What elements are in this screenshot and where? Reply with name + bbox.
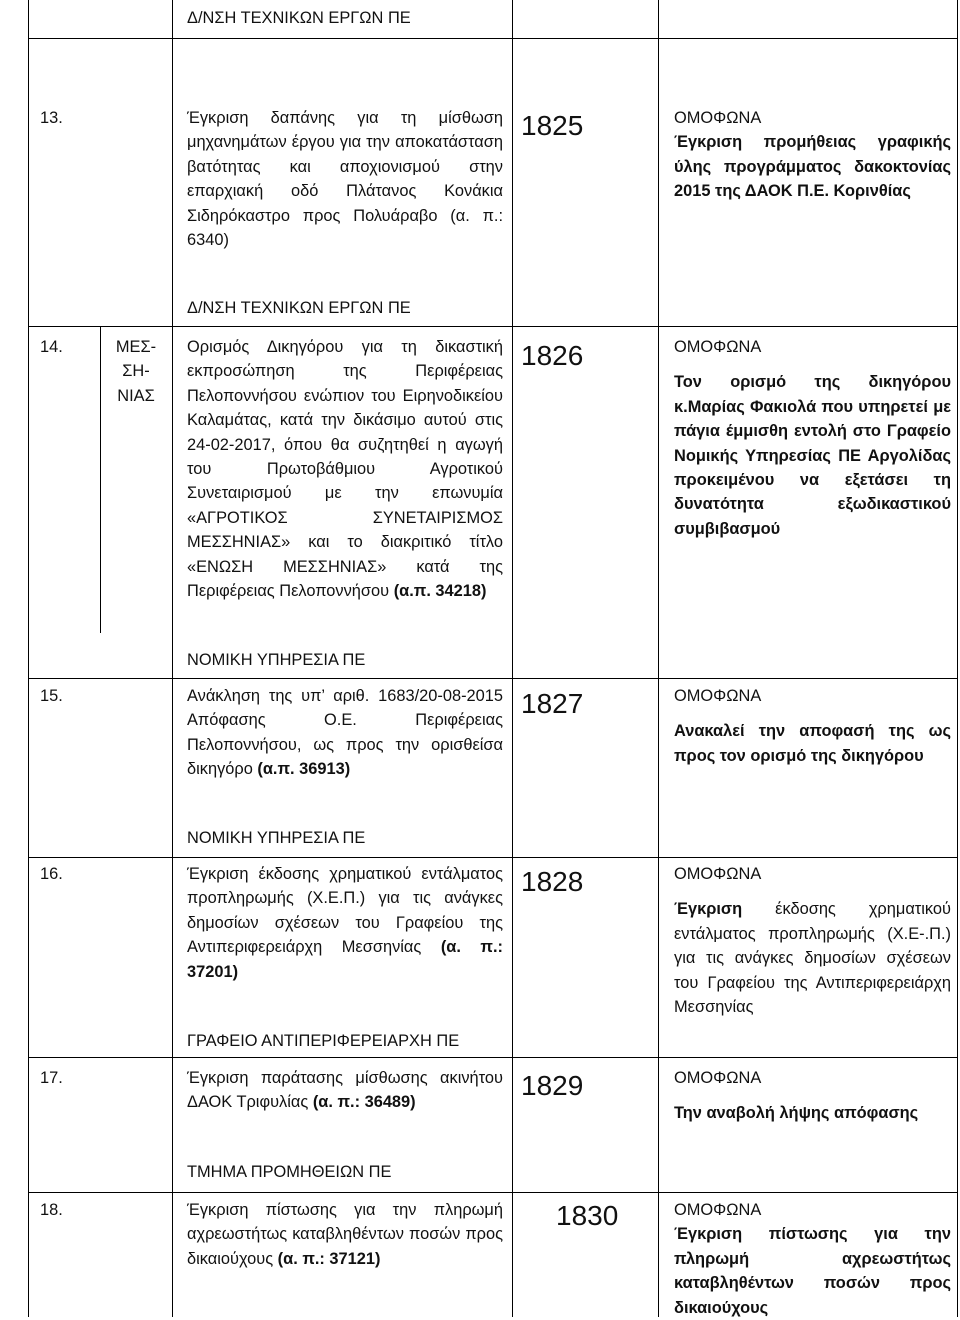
item-number: 17. bbox=[40, 1069, 63, 1087]
item-description-text: Ανάκληση της υπ’ αριθ. 1683/20-08-2015 Απόφασης Ο.Ε. Περιφέρειας Πελοποννήσου, ως προς την ορισθείσα δικηγόρο bbox=[187, 687, 503, 779]
item-result bbox=[674, 1198, 951, 1320]
item-outcome: Ανακαλεί την αποφασή της ως προς τον ορισμό της δικηγόρου bbox=[674, 722, 951, 765]
decision-number: 1830 bbox=[556, 1200, 619, 1231]
item-subregion: ΜΕΣ-ΣΗ-ΝΙΑΣ bbox=[115, 338, 157, 405]
item-number: 14. bbox=[40, 338, 63, 356]
item-result bbox=[674, 106, 951, 204]
item-result bbox=[674, 335, 951, 541]
decision-number: 1828 bbox=[521, 866, 584, 897]
item-reference: (α. π.: 37121) bbox=[277, 1249, 381, 1268]
vote-label: ΟΜΟΦΩΝΑ bbox=[674, 109, 762, 127]
item-reference: (α.π. 36913) bbox=[257, 760, 351, 779]
item-description-text: Έγκριση παράτασης μίσθωσης ακινήτου ΔΑΟΚ Τριφυλίας bbox=[187, 1069, 503, 1112]
item-outcome: Έγκριση πίστωσης για την πληρωμή αχρεωστήτως καταβληθέντων ποσών προς δικαιούχους bbox=[674, 1225, 951, 1317]
item-description bbox=[187, 1198, 503, 1271]
column-divider-result bbox=[658, 0, 659, 1317]
item-number: 13. bbox=[40, 109, 63, 127]
column-divider-decision bbox=[512, 0, 513, 1317]
item-outcome bbox=[674, 897, 951, 1019]
item-description bbox=[187, 335, 503, 603]
item-description bbox=[187, 684, 503, 782]
item-description-text: Ορισμός Δικηγόρου για τη δικαστική εκπροσώπηση της Περιφέρειας Πελοποννήσου ενώπιον του Ειρηνοδικείου Καλαμάτας, κατά την δικάσιμο αυτού στις 24-02-2017, όπου θα συζητηθεί η αγωγή του Πρωτοβάθμιου Αγροτικού Συνεταιρισμού με την επωνυμία «ΑΓΡΟΤΙΚΟΣ ΣΥΝΕΤΑΙΡΙΣΜΟΣ ΜΕΣΣΗΝΙΑΣ» και το διακριτικό τίτλο «ΕΝΩΣΗ ΜΕΣΣΗΝΙΑΣ» κατά της Περιφέρειας Πελοποννήσου bbox=[187, 338, 503, 601]
vote-label: ΟΜΟΦΩΝΑ bbox=[674, 865, 762, 883]
vote-label: ΟΜΟΦΩΝΑ bbox=[674, 1069, 762, 1087]
vote-label: ΟΜΟΦΩΝΑ bbox=[674, 687, 762, 705]
item-description bbox=[187, 862, 503, 984]
department-heading: ΝΟΜΙΚΗ ΥΠΗΡΕΣΙΑ ΠΕ bbox=[187, 651, 366, 669]
item-reference: (α. π.: 36489) bbox=[312, 1093, 416, 1112]
row-divider bbox=[28, 678, 958, 679]
row-divider bbox=[28, 857, 958, 858]
decision-number: 1827 bbox=[521, 688, 584, 719]
item-number: 15. bbox=[40, 687, 63, 705]
table-border-right bbox=[957, 0, 958, 1317]
table-border-left bbox=[28, 0, 29, 1317]
row-divider bbox=[28, 38, 958, 39]
department-heading: ΝΟΜΙΚΗ ΥΠΗΡΕΣΙΑ ΠΕ bbox=[187, 829, 366, 847]
item-outcome: Έγκριση προμήθειας γραφικής ύλης προγράμματος δακοκτονίας 2015 της ΔΑΟΚ Π.Ε. Κορινθίας bbox=[674, 133, 951, 201]
vote-label: ΟΜΟΦΩΝΑ bbox=[674, 338, 762, 356]
item-description: Έγκριση δαπάνης για τη μίσθωση μηχανημάτων έργου για την αποκατάσταση βατότητας και αποχιονισμού στην επαρχιακή οδό Πλάτανος Κονάκια Σιδηρόκαστρο προς Πολυάραβο (α. π.: 6340) bbox=[187, 109, 503, 250]
department-heading: ΓΡΑΦΕΙΟ ΑΝΤΙΠΕΡΙΦΕΡΕΙΑΡΧΗ ΠΕ bbox=[187, 1032, 460, 1050]
column-divider-description bbox=[172, 0, 173, 1317]
item-result bbox=[674, 862, 951, 1019]
item-reference: (α.π. 34218) bbox=[393, 582, 487, 601]
item-outcome-lead: Έγκριση bbox=[674, 900, 743, 919]
decision-number: 1826 bbox=[521, 340, 584, 371]
item-number: 18. bbox=[40, 1201, 63, 1219]
vote-label: ΟΜΟΦΩΝΑ bbox=[674, 1201, 762, 1219]
column-divider-sub bbox=[100, 326, 101, 633]
item-description-text: Έγκριση πίστωσης για την πληρωμή αχρεωστήτως καταβληθέντων ποσών προς δικαιούχους bbox=[187, 1201, 503, 1268]
item-description-text: Έγκριση έκδοσης χρηματικού εντάλματος προπληρωμής (Χ.Ε.Π.) για τις ανάγκες δημοσίων σχέσεων του Γραφείου της Αντιπεριφερειάρχη Μεσσηνίας bbox=[187, 865, 503, 957]
decision-number: 1829 bbox=[521, 1070, 584, 1101]
department-heading: ΤΜΗΜΑ ΠΡΟΜΗΘΕΙΩΝ ΠΕ bbox=[187, 1163, 392, 1181]
item-description bbox=[187, 1066, 503, 1115]
item-outcome: Τον ορισμό της δικηγόρου κ.Μαρίας Φακιολά που υπηρετεί με πάγια έμμισθη εντολή στο Γραφείο Νομικής Υπηρεσίας ΠΕ Αργολίδας προκειμένου να εξετάσει τη δυνατότητα εξωδικαστικού συμβιβασμού bbox=[674, 373, 951, 538]
item-reference: (α. π.: 37201) bbox=[187, 938, 503, 981]
item-outcome-text: έκδοσης χρηματικού εντάλματος προπληρωμής (Χ.Ε-.Π.) για τις ανάγκες δημοσίων σχέσεων του Γραφείου της Αντιπεριφερειάρχη Μεσσηνίας bbox=[674, 900, 951, 1017]
item-result bbox=[674, 1066, 951, 1126]
department-heading: Δ/ΝΣΗ ΤΕΧΝΙΚΩΝ ΕΡΓΩΝ ΠΕ bbox=[187, 9, 411, 27]
item-result bbox=[674, 684, 951, 768]
row-divider bbox=[28, 1057, 958, 1058]
row-divider bbox=[28, 1192, 958, 1193]
item-outcome: Την αναβολή λήψης απόφασης bbox=[674, 1104, 919, 1123]
row-divider bbox=[28, 326, 958, 327]
decision-number: 1825 bbox=[521, 110, 584, 141]
department-heading: Δ/ΝΣΗ ΤΕΧΝΙΚΩΝ ΕΡΓΩΝ ΠΕ bbox=[187, 299, 411, 317]
item-number: 16. bbox=[40, 865, 63, 883]
